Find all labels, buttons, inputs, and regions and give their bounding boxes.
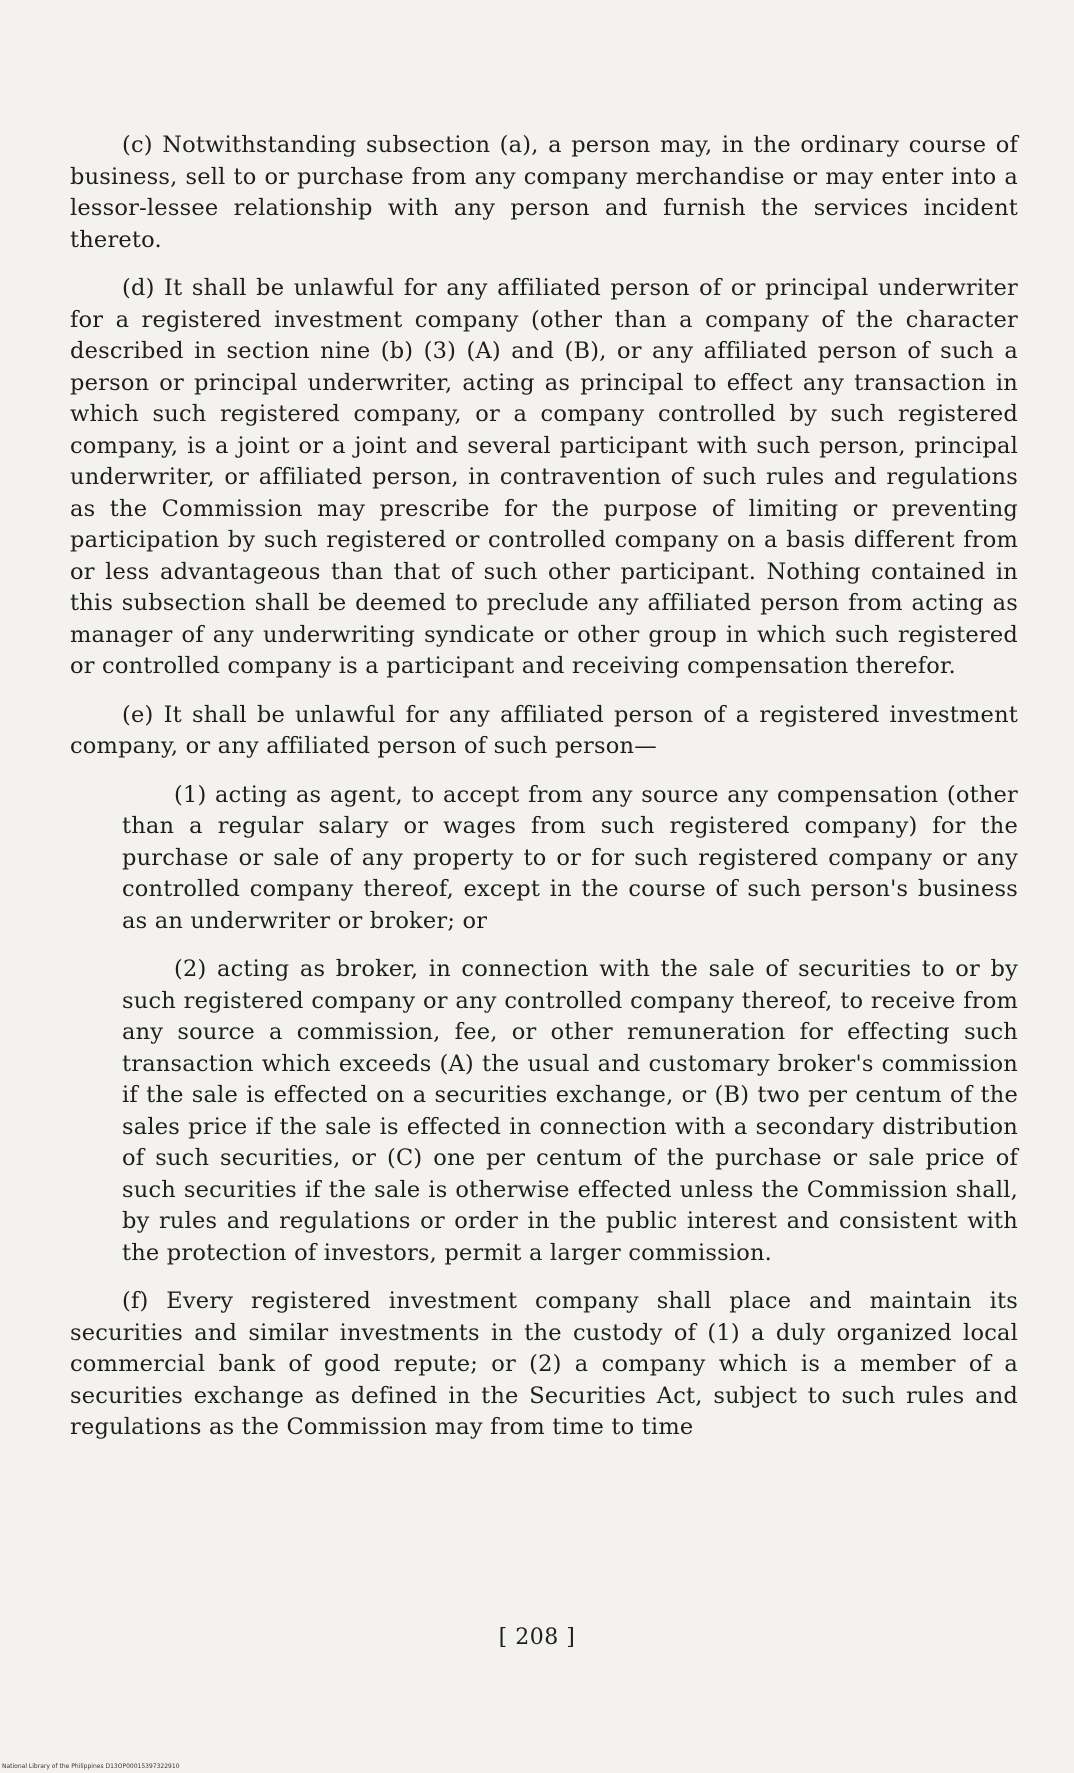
paragraph-d (70, 273, 1018, 683)
paragraph-c (70, 130, 1018, 256)
paragraph-label: (c) (122, 132, 153, 158)
paragraph-text: acting as broker, in connection with the sale of securities to or by such registered company or any controlled company thereof, to receive from any source a commission, fee, or other remuneration for effecting such transaction which exceeds (A) the usual and customary broker's commission if the sale is effected on a securities exchange, or (B) two per centum of the sales price if the sale is effected in connection with a secondary distribution of such securities, or (C) one per centum of the purchase or sale price of such securities if the sale is otherwise effected unless the Commission shall, by rules and regulations or order in the public interest and consistent with the protection of investors, permit a larger commission. (122, 956, 1018, 1266)
paragraph-label: (d) (122, 275, 155, 301)
paragraph-text: It shall be unlawful for any affiliated person of or principal underwriter for a registered investment company (other than a company of the character described in section nine (b) (3) (A) and (B), or any affiliated person of such a person or principal underwriter, acting as principal to effect any transaction in which such registered company, or a company controlled by such registered company, is a joint or a joint and several participant with such person, principal underwriter, or affiliated person, in contravention of such rules and regulations as the Commission may prescribe for the purpose of limiting or preventing participation by such registered or controlled company on a basis different from or less advantageous than that of such other participant. Nothing contained in this subsection shall be deemed to preclude any affiliated person from acting as manager of any underwriting syndicate or other group in which such registered or controlled company is a participant and receiving compensation therefor. (70, 275, 1018, 679)
paragraph-text: Notwithstanding subsection (a), a person may, in the ordinary course of business, sell to or purchase from any company merchandise or may enter into a lessor-lessee relationship with any person and furnish the services incident thereto. (70, 132, 1018, 253)
library-footer-note: National Library of the Philippines D13OP00015397322910 (2, 1763, 180, 1770)
paragraph-text: Every registered investment company shall place and maintain its securities and similar investments in the custody of (1) a duly organized local commercial bank of good repute; or (2) a company which is a member of a securities exchange as defined in the Securities Act, subject to such rules and regulations as the Commission may from time to time (70, 1288, 1019, 1440)
paragraph-label: (e) (122, 701, 154, 728)
paragraph-e (70, 700, 1018, 763)
paragraph-label: (2) (174, 956, 207, 982)
document-body (70, 130, 1018, 1461)
paragraph-f (70, 1286, 1018, 1444)
paragraph-label: (f) (122, 1288, 149, 1314)
paragraph-e-2 (122, 954, 1018, 1269)
page-number: [ 208 ] (498, 1625, 576, 1650)
paragraph-text: acting as agent, to accept from any source any compensation (other than a regular salary or wages from such registered company) for the purchase or sale of any property to or for such registered company or any controlled company thereof, except in the course of such person's business as an underwriter or broker; or (122, 781, 1018, 934)
paragraph-label: (1) (174, 781, 207, 808)
paragraph-e-1 (122, 780, 1018, 938)
paragraph-text: It shall be unlawful for any affiliated person of a registered investment company, or any affiliated person of such person— (70, 701, 1019, 759)
